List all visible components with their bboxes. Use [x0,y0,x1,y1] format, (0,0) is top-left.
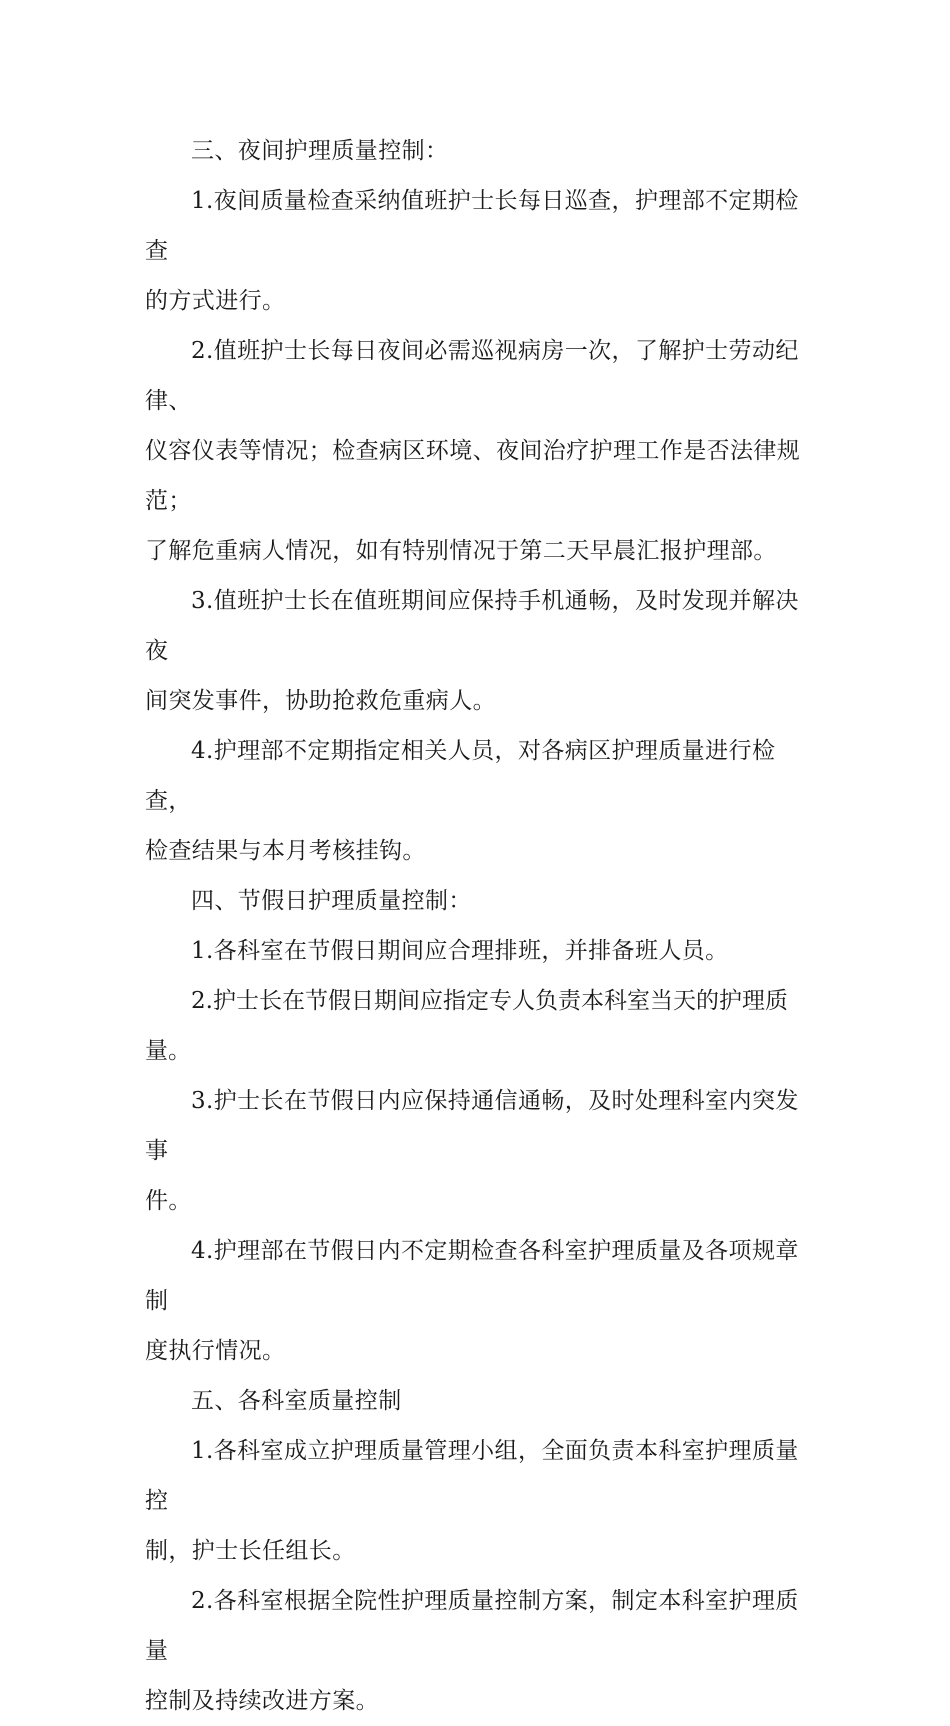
document-body [145,126,815,1726]
text-line: 间突发事件，协助抢救危重病人。 [145,688,496,714]
text-line: 1.各科室在节假日期间应合理排班，并排备班人员。 [191,938,729,964]
paragraph [145,1576,815,1726]
text-line: 2.值班护士长每日夜间必需巡视病房一次，了解护士劳动纪律、 [145,338,799,414]
text-line: 度执行情况。 [145,1338,286,1364]
paragraph [145,1426,815,1576]
text-line: 检查结果与本月考核挂钩。 [145,838,426,864]
text-line: 3.护士长在节假日内应保持通信通畅，及时处理科室内突发事 [145,1088,799,1164]
text-line: 件。 [145,1188,192,1214]
text-line: 2.各科室根据全院性护理质量控制方案，制定本科室护理质量 [145,1588,799,1664]
paragraph [145,326,815,576]
text-line: 的方式进行。 [145,288,286,314]
text-line: 3.值班护士长在值班期间应保持手机通畅，及时发现并解决夜 [145,588,799,664]
paragraph [145,926,815,976]
text-line: 2.护士长在节假日期间应指定专人负责本科室当天的护理质量。 [145,988,788,1064]
text-line: 控制及持续改进方案。 [145,1688,379,1714]
text-line: 了解危重病人情况，如有特别情况于第二天早晨汇报护理部。 [145,538,777,564]
paragraph [145,726,815,876]
section-heading-night [145,126,815,176]
paragraph [145,576,815,726]
text-line: 1.夜间质量检查采纳值班护士长每日巡查，护理部不定期检查 [145,188,799,264]
text-line: 4.护理部不定期指定相关人员，对各病区护理质量进行检查， [145,738,776,814]
text-line: 三、夜间护理质量控制： [191,138,449,164]
text-line: 四、节假日护理质量控制： [191,888,472,914]
text-line: 4.护理部在节假日内不定期检查各科室护理质量及各项规章制 [145,1238,799,1314]
section-heading-department [145,1376,815,1426]
text-line: 仪容仪表等情况；检查病区环境、夜间治疗护理工作是否法律规范； [145,438,801,514]
text-line: 五、各科室质量控制 [191,1388,402,1414]
paragraph [145,976,815,1076]
paragraph [145,1226,815,1376]
paragraph [145,176,815,326]
text-line: 制，护士长任组长。 [145,1538,356,1564]
section-heading-holiday [145,876,815,926]
paragraph [145,1076,815,1226]
text-line: 1.各科室成立护理质量管理小组，全面负责本科室护理质量控 [145,1438,799,1514]
